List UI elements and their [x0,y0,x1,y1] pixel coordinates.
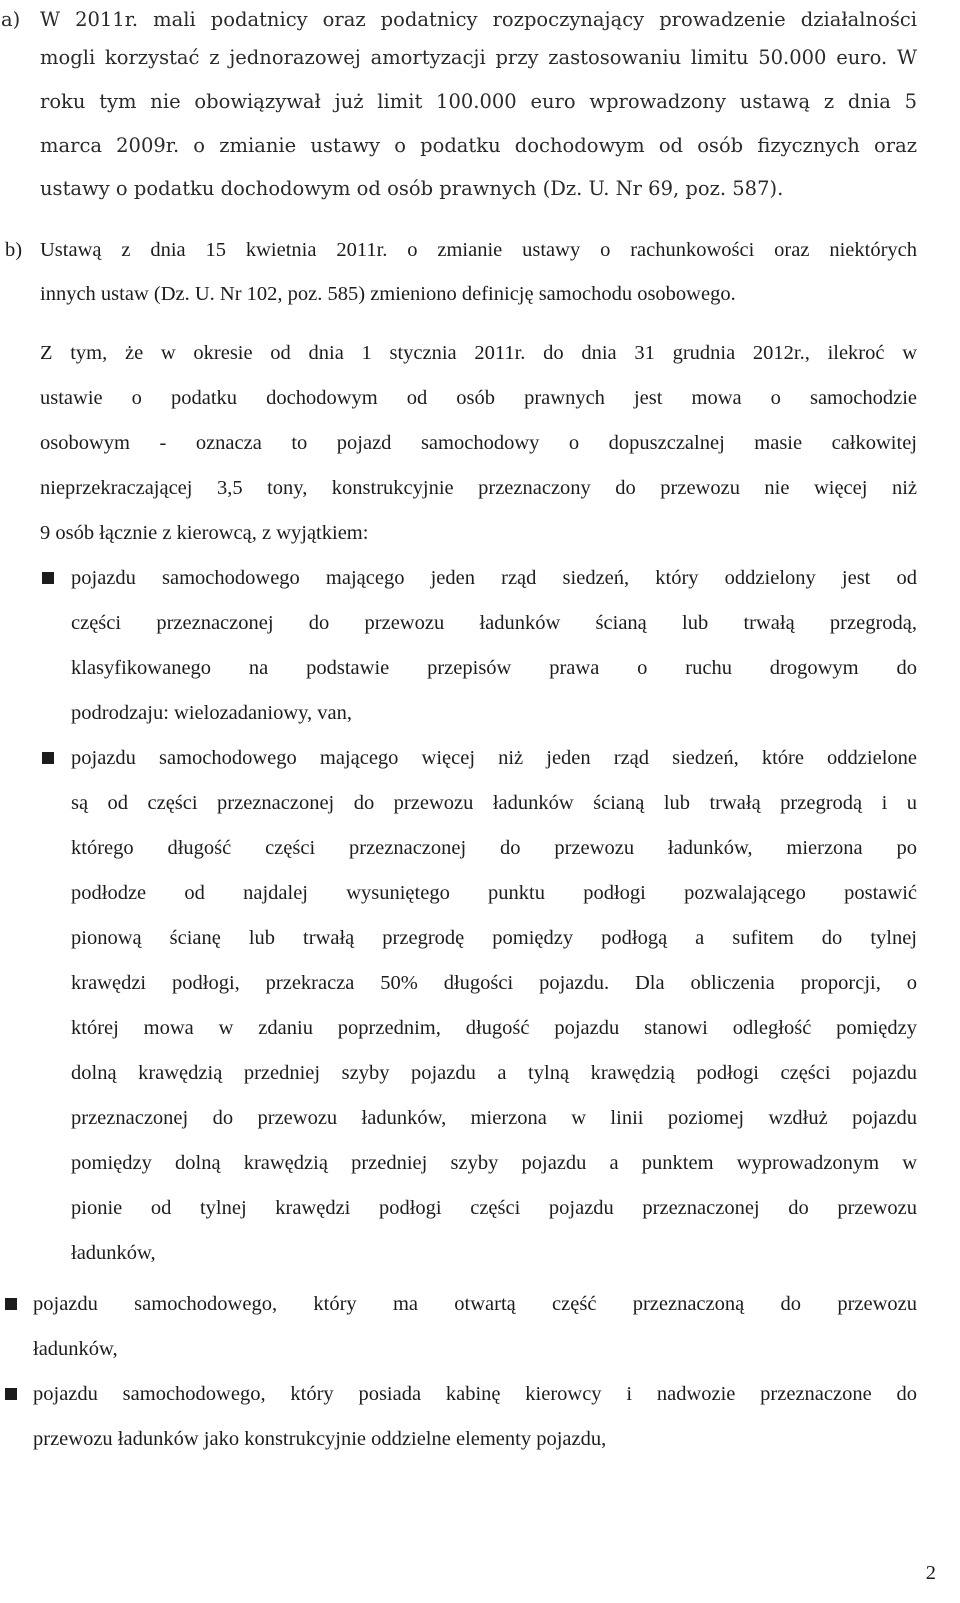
paragraph-b-line-2: innych ustaw (Dz. U. Nr 102, poz. 585) zmieniono definicję samochodu osobowego. [40,283,736,305]
list-item-line: pojazdu samochodowego, który posiada kabinę kierowcy i nadwozie przeznaczone do [33,1383,917,1405]
list-item-line: ładunków, [71,1242,156,1264]
bullet-square-icon [42,572,54,584]
paragraph-b-marker: b) [5,239,23,261]
paragraph-a-line-2: mogli korzystać z jednorazowej amortyzacji przy zastosowaniu limitu 50.000 euro. W [40,46,917,69]
list-item-line: klasyfikowanego na podstawie przepisów prawa o ruchu drogowym do [71,657,917,679]
list-item-line: przewozu ładunków jako konstrukcyjnie oddzielne elementy pojazdu, [33,1428,607,1450]
paragraph-c-line-3: osobowym - oznacza to pojazd samochodowy o dopuszczalnej masie całkowitej [40,432,917,454]
list-item-line: przeznaczonej do przewozu ładunków, mierzona w linii poziomej wzdłuż pojazdu [71,1107,917,1129]
list-item-line: pojazdu samochodowego mającego jeden rząd siedzeń, który oddzielony jest od [71,567,917,589]
paragraph-c-line-2: ustawie o podatku dochodowym od osób prawnych jest mowa o samochodzie [40,387,917,409]
paragraph-a-line-5: ustawy o podatku dochodowym od osób prawnych (Dz. U. Nr 69, poz. 587). [40,177,784,200]
bullet-square-icon [5,1298,17,1310]
list-item-line: której mowa w zdaniu poprzednim, długość pojazdu stanowi odległość pomiędzy [71,1017,917,1039]
paragraph-a-marker: a) [1,8,21,31]
list-item-line: pomiędzy dolną krawędzią przedniej szyby pojazdu a punktem wyprowadzonym w [71,1152,917,1174]
bullet-square-icon [5,1388,17,1400]
paragraph-b-line-1: Ustawą z dnia 15 kwietnia 2011r. o zmianie ustawy o rachunkowości oraz niektórych [40,239,917,261]
list-item-line: krawędzi podłogi, przekracza 50% długości pojazdu. Dla obliczenia proporcji, o [71,972,917,994]
paragraph-c-line-5: 9 osób łącznie z kierowcą, z wyjątkiem: [40,522,369,544]
paragraph-a-line-4: marca 2009r. o zmianie ustawy o podatku dochodowym od osób fizycznych oraz [40,134,917,157]
bullet-square-icon [42,752,54,764]
list-item-line: części przeznaczonej do przewozu ładunków ścianą lub trwałą przegrodą, [71,612,917,634]
paragraph-a-line-1: W 2011r. mali podatnicy oraz podatnicy rozpoczynający prowadzenie działalności [40,8,917,31]
list-item-line: podłodze od najdalej wysuniętego punktu podłogi pozwalającego postawić [71,882,917,904]
list-item-line: ładunków, [33,1338,118,1360]
list-item-line: którego długość części przeznaczonej do przewozu ładunków, mierzona po [71,837,917,859]
list-item-line: dolną krawędzią przedniej szyby pojazdu a tylną krawędzią podłogi części pojazdu [71,1062,917,1084]
list-item-line: pionie od tylnej krawędzi podłogi części pojazdu przeznaczonej do przewozu [71,1197,917,1219]
paragraph-a-line-3: roku tym nie obowiązywał już limit 100.000 euro wprowadzony ustawą z dnia 5 [40,90,917,113]
list-item-line: podrodzaju: wielozadaniowy, van, [71,702,353,724]
paragraph-c-line-4: nieprzekraczającej 3,5 tony, konstrukcyjnie przeznaczony do przewozu nie więcej niż [40,477,917,499]
list-item-line: pojazdu samochodowego mającego więcej niż jeden rząd siedzeń, które oddzielone [71,747,917,769]
page-number: 2 [925,1562,936,1584]
list-item-line: są od części przeznaczonej do przewozu ładunków ścianą lub trwałą przegrodą i u [71,792,917,814]
paragraph-c-line-1: Z tym, że w okresie od dnia 1 stycznia 2011r. do dnia 31 grudnia 2012r., ilekroć w [40,342,917,364]
list-item-line: pionową ścianę lub trwałą przegrodę pomiędzy podłogą a sufitem do tylnej [71,927,917,949]
list-item-line: pojazdu samochodowego, który ma otwartą część przeznaczoną do przewozu [33,1293,917,1315]
